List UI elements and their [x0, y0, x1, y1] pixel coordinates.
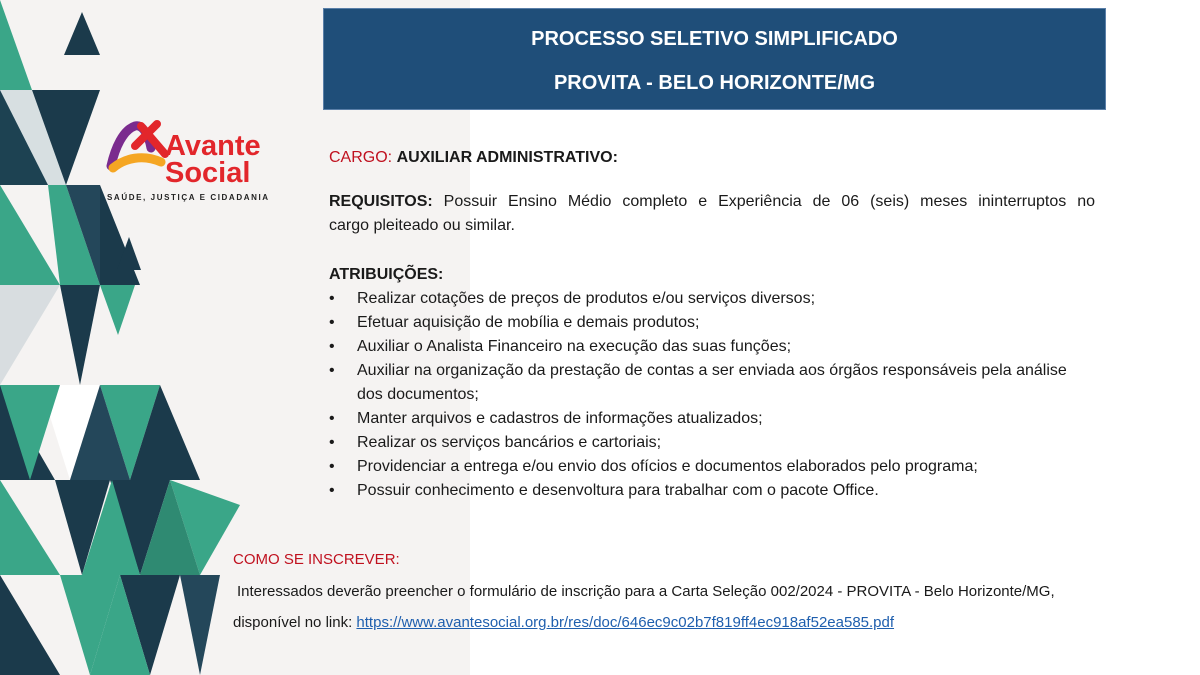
- requisitos-text-1: Possuir Ensino Médio completo e Experiência de 06 (seis) meses ininterruptos no: [443, 193, 1096, 210]
- list-item: • Manter arquivos e cadastros de informações atualizados;: [329, 407, 1089, 431]
- cargo-value: AUXILIAR ADMINISTRATIVO:: [396, 149, 618, 166]
- list-item: • Efetuar aquisição de mobília e demais produtos;: [329, 311, 1089, 335]
- list-item: • Auxiliar o Analista Financeiro na execução das suas funções;: [329, 335, 1089, 359]
- cargo-label: CARGO:: [329, 149, 393, 166]
- atribuicoes-label: ATRIBUIÇÕES:: [329, 266, 444, 283]
- inscricao-label: COMO SE INSCREVER:: [233, 551, 400, 568]
- requisitos-line2: cargo pleiteado ou similar.: [329, 217, 515, 234]
- header-title: PROCESSO SELETIVO SIMPLIFICADO: [531, 28, 898, 50]
- header-banner: [323, 8, 1106, 110]
- list-item: • Providenciar a entrega e/ou envio dos ofícios e documentos elaborados pelo programa;: [329, 455, 1089, 479]
- inscricao-text: Interessados deverão preencher o formulário de inscrição para a Carta Seleção 002/2024 - PROVITA - Belo Horizonte/MG,: [237, 583, 1055, 600]
- list-item: • Possuir conhecimento e desenvoltura para trabalhar com o pacote Office.: [329, 479, 1089, 503]
- inscricao-link-line: [233, 611, 894, 635]
- inscricao-link-prefix: disponível no link:: [233, 614, 353, 631]
- cargo-line: [329, 146, 618, 170]
- requisitos-label: REQUISITOS:: [329, 193, 433, 210]
- logo-tagline: SAÚDE, JUSTIÇA E CIDADANIA: [107, 193, 270, 202]
- header-subtitle: PROVITA - BELO HORIZONTE/MG: [553, 72, 876, 94]
- list-item: • Auxiliar na organização da prestação de contas a ser enviada aos órgãos responsáveis pela análise dos documentos;: [329, 359, 1089, 407]
- requisitos-line1: [329, 190, 1095, 214]
- logo-name-line1: Avante: [165, 130, 261, 162]
- triangle-pattern: [0, 0, 260, 675]
- inscricao-link[interactable]: https://www.avantesocial.org.br/res/doc/646ec9c02b7f819ff4ec918af52ea585.pdf: [356, 614, 895, 631]
- atribuicoes-list: [329, 287, 1089, 503]
- list-item: • Realizar cotações de preços de produtos e/ou serviços diversos;: [329, 287, 1089, 311]
- list-item: • Realizar os serviços bancários e cartoriais;: [329, 431, 1089, 455]
- logo-name-line2: Social: [165, 157, 251, 189]
